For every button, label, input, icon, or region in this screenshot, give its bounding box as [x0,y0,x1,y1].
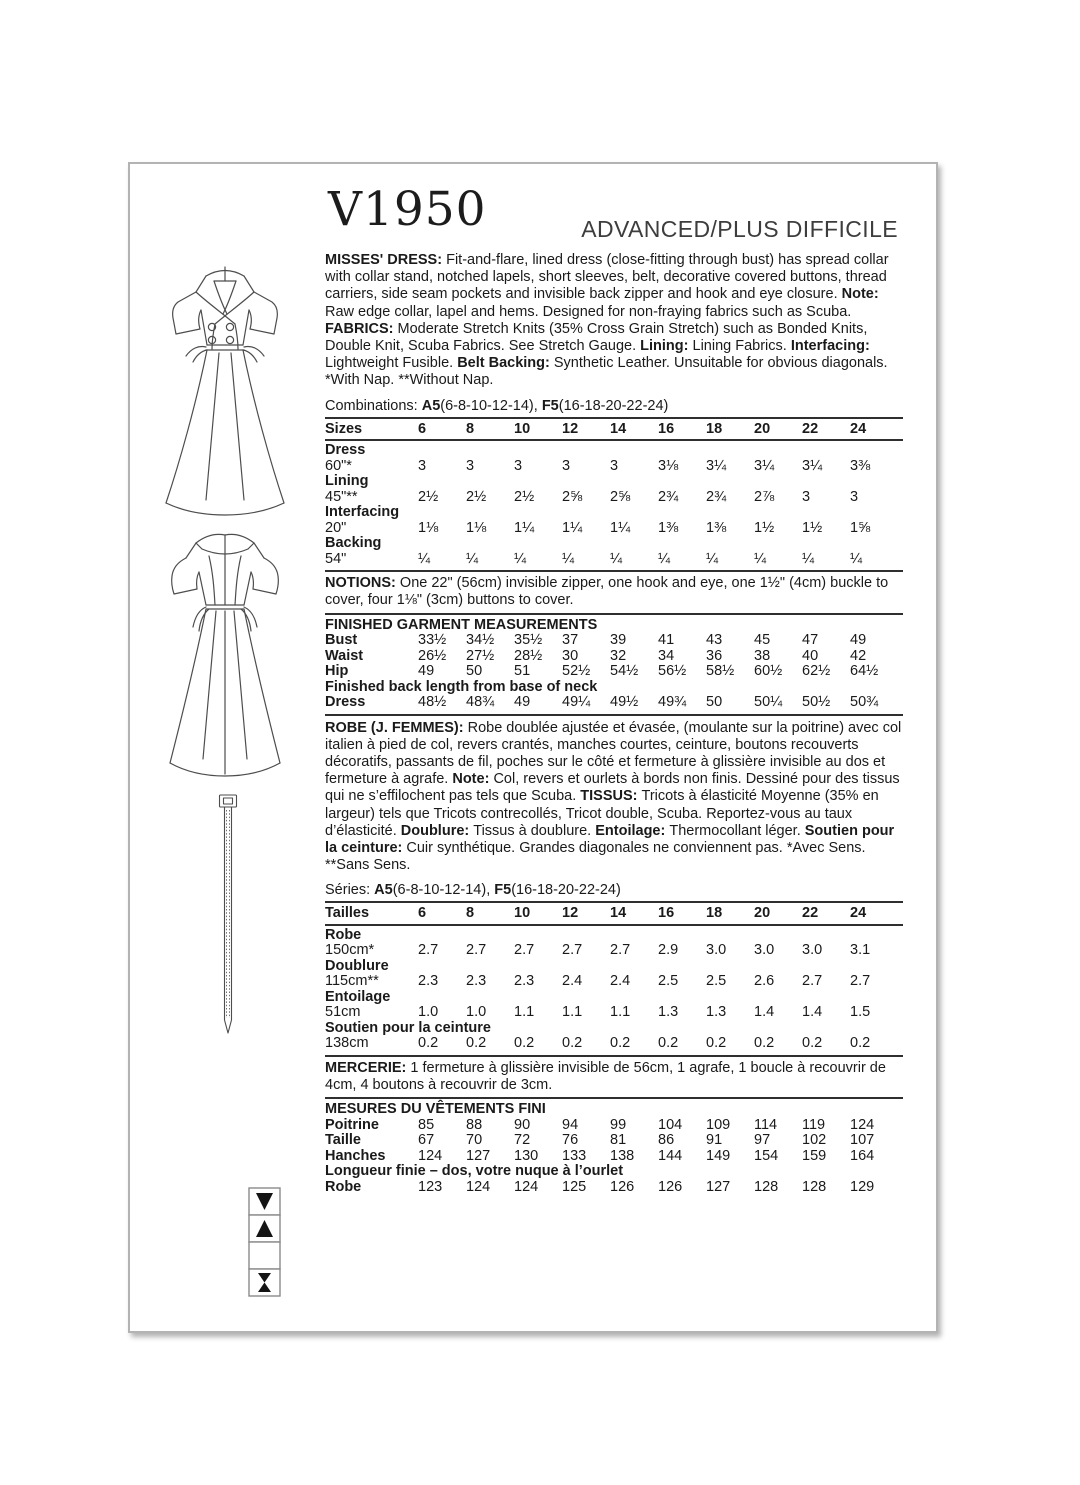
pattern-envelope-back [128,162,938,1333]
table-row [325,664,903,680]
table-cell: 154 [754,1147,779,1164]
table-cell: 39 [610,632,627,649]
divider [325,570,903,572]
table-cell: 2½ [514,488,535,505]
table-cell: 1⅛ [418,519,439,536]
dress-back-view-illustration [140,528,310,778]
table-cell: 3 [562,457,571,474]
table-cell: 1¼ [610,519,631,536]
table-row [325,633,903,649]
table-cell: ¼ [706,550,719,567]
table-cell: 128 [754,1178,779,1195]
table-cell: 2¾ [658,488,679,505]
table-cell: 27½ [466,647,495,664]
table-cell: 2.5 [658,973,679,990]
table-row-label: 20" [325,519,347,536]
english-yardage-table [325,422,903,568]
table-cell: 109 [706,1116,731,1133]
table-row-label: Doublure [325,957,389,974]
table-cell: 0.2 [562,1035,583,1052]
table-row [325,474,903,490]
table-cell: 99 [610,1116,627,1133]
table-cell: ¼ [802,550,815,567]
table-cell: 127 [706,1178,731,1195]
series-line: Séries: A5(6-8-10-12-14), F5(16-18-20-22-24) [325,882,621,899]
table-row [325,928,903,944]
table-cell: 2.3 [514,973,535,990]
french-yardage-table [325,906,903,1052]
table-cell: 126 [658,1178,683,1195]
table-cell: 3¼ [754,457,775,474]
table-cell: 128 [802,1178,827,1195]
table-cell: 3.0 [802,942,823,959]
table-cell: 41 [658,632,675,649]
table-cell: 126 [610,1178,635,1195]
table-cell: 1.3 [658,1004,679,1021]
table-header-row [325,422,903,442]
table-cell: 76 [562,1132,579,1149]
table-cell: 0.2 [466,1035,487,1052]
divider [325,1097,903,1099]
table-cell: 56½ [658,663,687,680]
table-cell: 42 [850,647,867,664]
table-cell: 0.2 [850,1035,871,1052]
table-cell: 49¾ [658,694,687,711]
table-cell: 0.2 [610,1035,631,1052]
belt-illustration [216,793,240,1038]
table-cell: 14 [610,905,627,922]
table-cell: 72 [514,1132,531,1149]
table-cell: 0.2 [658,1035,679,1052]
table-cell: 1.4 [754,1004,775,1021]
table-cell: 49 [418,663,435,680]
table-row-label: Hanches [325,1147,386,1164]
mercerie-text: MERCERIE: 1 fermeture à glissière invisible de 56cm, 1 agrafe, 1 boucle à recouvrir de 4cm, 4 boutons à recouvrir de 3cm. [325,1059,886,1094]
table-cell: 47 [802,632,819,649]
table-row-label: Soutien pour la ceinture [325,1019,491,1036]
table-cell: 124 [418,1147,443,1164]
table-cell: 38 [754,647,771,664]
mesures-title: MESURES DU VÊTEMENTS FINI [325,1101,546,1118]
table-cell: 107 [850,1132,875,1149]
table-cell: 2⅝ [610,488,631,505]
table-cell: 124 [850,1116,875,1133]
table-cell: 22 [802,420,819,437]
pattern-number: V1950 [328,182,487,237]
divider [325,613,903,615]
table-row-label: 115cm** [325,973,379,990]
table-row-label: Entoilage [325,988,391,1005]
table-row-label: Robe [325,1178,362,1195]
table-cell: 58½ [706,663,735,680]
table-cell: 67 [418,1132,435,1149]
table-cell: 2.7 [562,942,583,959]
notions-text: NOTIONS: One 22" (56cm) invisible zipper, one hook and eye, one 1½" (4cm) buckle to cover, four 1⅛" (3cm) buttons to cover. [325,575,889,609]
table-cell: 24 [850,420,867,437]
table-cell: 33½ [418,632,447,649]
table-cell: 90 [514,1116,531,1133]
difficulty-level: ADVANCED/PLUS DIFFICILE [581,216,898,242]
divider [325,1055,903,1057]
table-cell: 2.4 [562,973,583,990]
english-description: MISSES' DRESS: Fit-and-flare, lined dress (close-fitting through bust) has spread collar with collar stand, notched lapels, short sleeves, belt, decorative covered buttons, thread carriers, side seam pockets and invisible back zipper and hook and eye closure. Note: Raw edge collar, lapel and hems. Designed for non-fraying fabrics such as Scuba. FABRICS: Moderate Stretch Knits (35% Cross Grain Stretch) such as Bonded Knits, Double Knit, Scuba Fabrics. See Stretch Gauge. Lining: Lining Fabrics. Interfacing: Lightweight Fusible. Belt Backing: Synthetic Leather. Unsuitable for obvious diagonals. *With Nap. **Without Nap. [325,252,889,389]
table-cell: 26½ [418,647,447,664]
table-cell: 129 [850,1178,875,1195]
table-cell: 114 [754,1116,778,1133]
table-row-label: Taille [325,1132,361,1149]
table-cell: 30 [562,647,579,664]
table-cell: 48¾ [466,694,495,711]
table-cell: 45 [754,632,771,649]
table-cell: 37 [562,632,579,649]
combinations-line: Combinations: A5(6-8-10-12-14), F5(16-18-20-22-24) [325,397,669,414]
text-column [325,252,903,1195]
table-row-label: Bust [325,632,358,649]
table-cell: 18 [706,420,723,437]
table-cell: 1.4 [802,1004,823,1021]
table-cell: 0.2 [802,1035,823,1052]
table-row [325,1021,903,1037]
table-cell: 2⅞ [754,488,775,505]
table-cell: 49 [850,632,867,649]
table-cell: 1.1 [562,1004,583,1021]
table-cell: ¼ [466,550,479,567]
table-cell: 50¼ [754,694,783,711]
table-cell: 0.2 [754,1035,775,1052]
table-row-label: Waist [325,647,364,664]
table-row-label: 45"** [325,488,358,505]
table-cell: 54½ [610,663,639,680]
table-row-label: Hip [325,663,349,680]
dress-front-drawing [140,256,310,521]
dress-back-drawing [140,528,310,778]
table-cell: 144 [658,1147,683,1164]
table-row-label: Longueur finie – dos, votre nuque à l’ourlet [325,1163,624,1180]
table-cell: 3.0 [754,942,775,959]
table-cell: 70 [466,1132,483,1149]
table-row-label: 138cm [325,1035,369,1052]
table-cell: 2.7 [514,942,535,959]
table-row-label: Interfacing [325,504,400,521]
table-cell: 1.1 [514,1004,535,1021]
table-cell: 2.7 [802,973,823,990]
table-cell: 159 [802,1147,827,1164]
table-cell: 124 [466,1178,491,1195]
table-cell: 40 [802,647,819,664]
table-cell: ¼ [514,550,527,567]
table-cell: 20 [754,905,771,922]
table-cell: 88 [466,1116,483,1133]
table-cell: 14 [610,420,627,437]
table-row [325,680,903,696]
table-cell: 2½ [418,488,439,505]
table-row-label: Backing [325,535,382,552]
table-cell: 24 [850,905,867,922]
table-cell: ¼ [562,550,575,567]
table-cell: 3 [466,457,475,474]
table-cell: 1⅜ [658,519,679,536]
table-cell: 3 [418,457,427,474]
belt-drawing [216,793,240,1038]
printer-calibration-marks [248,1187,282,1299]
french-finished-table [325,1118,903,1196]
table-row-label: Robe [325,926,362,943]
table-row [325,1036,903,1052]
table-row [325,443,903,459]
table-cell: 3.1 [850,942,871,959]
table-cell: 10 [514,420,531,437]
table-row-label: Tailles [325,905,370,922]
table-cell: 49 [514,694,531,711]
table-cell: 3.0 [706,942,727,959]
table-cell: 94 [562,1116,579,1133]
table-cell: 123 [418,1178,443,1195]
table-cell: 28½ [514,647,543,664]
table-cell: 50 [466,663,483,680]
table-cell: 119 [802,1116,826,1133]
table-row-label: Poitrine [325,1116,379,1133]
table-cell: 1¼ [562,519,583,536]
table-cell: 2¾ [706,488,727,505]
table-row [325,990,903,1006]
table-row [325,1149,903,1165]
table-row-label: 150cm* [325,942,375,959]
french-description: ROBE (J. FEMMES): Robe doublée ajustée et évasée, (moulante sur la poitrine) avec col italien à pied de col, revers crantés, manches courtes, ceinture, boutons recouverts décoratifs, passants de fil, poches sur le côté et fermeture à glissière invisible au dos et fermeture à agrafe. Note: Col, revers et ourlets à bords non finis. Dessiné pour des tissus qui ne s’effilochent pas tels que Scuba. TISSUS: Tricots à élasticité Moyenne (35% en largeur) tels que Tricots contrecollés, Tricot double, Scuba. Reportez-vous au taux d’élasticité. Doublure: Tissus à doublure. Entoilage: Thermocollant léger. Soutien pour la ceinture: Cuir synthétique. Grandes diagonales ne conviennent pas. *Avec Sens. **Sans Sens. [325,719,902,874]
table-cell: 124 [514,1178,539,1195]
table-row-label: 54" [325,550,347,567]
table-row [325,505,903,521]
table-cell: 51 [514,663,531,680]
table-cell: 49¼ [562,694,591,711]
table-row [325,1180,903,1196]
table-cell: 2.9 [658,942,679,959]
table-cell: 125 [562,1178,587,1195]
table-cell: 64½ [850,663,879,680]
table-cell: 138 [610,1147,635,1164]
table-cell: 2.5 [706,973,727,990]
table-cell: ¼ [418,550,431,567]
table-cell: 1.0 [418,1004,439,1021]
table-cell: 2½ [466,488,487,505]
divider [325,714,903,716]
table-cell: 12 [562,420,579,437]
table-cell: 85 [418,1116,435,1133]
table-row-label: 60"* [325,457,352,474]
table-cell: 164 [850,1147,875,1164]
table-cell: 0.2 [514,1035,535,1052]
table-cell: 1.5 [850,1004,871,1021]
table-cell: 20 [754,420,771,437]
table-row [325,1005,903,1021]
table-cell: 127 [466,1147,491,1164]
divider [325,417,903,419]
table-cell: 2.4 [610,973,631,990]
table-row [325,695,903,711]
table-row [325,490,903,506]
table-cell: 2.7 [850,973,871,990]
table-cell: 0.2 [706,1035,727,1052]
table-cell: 34½ [466,632,495,649]
table-cell: 1½ [754,519,775,536]
table-cell: 3 [610,457,619,474]
table-cell: ¼ [658,550,671,567]
table-cell: 12 [562,905,579,922]
table-cell: 3⅛ [658,457,679,474]
table-row [325,1133,903,1149]
table-row [325,1118,903,1134]
table-cell: 3⅜ [850,457,871,474]
table-cell: 8 [466,905,475,922]
table-row-label: Dress [325,694,366,711]
table-cell: 50¾ [850,694,879,711]
table-cell: ¼ [754,550,767,567]
table-cell: 10 [514,905,531,922]
table-cell: 133 [562,1147,587,1164]
table-cell: 60½ [754,663,783,680]
table-cell: 18 [706,905,723,922]
table-cell: 97 [754,1132,771,1149]
table-cell: 2.6 [754,973,775,990]
table-cell: 62½ [802,663,831,680]
table-row [325,552,903,568]
table-cell: 1.0 [466,1004,487,1021]
table-cell: 130 [514,1147,539,1164]
table-cell: 0.2 [418,1035,439,1052]
finished-measurements-title: FINISHED GARMENT MEASUREMENTS [325,616,598,633]
table-cell: 43 [706,632,723,649]
table-cell: 32 [610,647,627,664]
table-cell: 1.3 [706,1004,727,1021]
table-cell: 50½ [802,694,831,711]
table-cell: 1½ [802,519,823,536]
table-cell: 34 [658,647,675,664]
table-cell: 8 [466,420,475,437]
table-row [325,459,903,475]
table-cell: 149 [706,1147,731,1164]
table-cell: 102 [802,1132,827,1149]
table-cell: 86 [658,1132,675,1149]
table-cell: 35½ [514,632,543,649]
table-cell: 1⅛ [466,519,487,536]
table-cell: 6 [418,420,427,437]
table-cell: 1.1 [610,1004,631,1021]
dress-front-view-illustration [140,256,310,521]
table-cell: 49½ [610,694,639,711]
table-row-label: Finished back length from base of neck [325,678,598,695]
table-row-label: 51cm [325,1004,361,1021]
table-row [325,649,903,665]
table-cell: 3 [850,488,859,505]
table-row [325,943,903,959]
table-row [325,536,903,552]
table-row [325,521,903,537]
table-row-label: Lining [325,473,369,490]
english-finished-table [325,633,903,711]
table-cell: 3 [514,457,523,474]
table-cell: 2.7 [466,942,487,959]
table-row [325,1164,903,1180]
table-cell: 1¼ [514,519,535,536]
table-cell: 2.3 [466,973,487,990]
table-cell: 2⅝ [562,488,583,505]
table-cell: ¼ [850,550,863,567]
table-cell: 3¼ [802,457,823,474]
table-cell: 2.7 [610,942,631,959]
calibration-marks-drawing [248,1187,282,1299]
table-cell: 48½ [418,694,447,711]
table-row [325,959,903,975]
table-cell: 81 [610,1132,627,1149]
table-cell: 104 [658,1116,683,1133]
table-cell: 1⅜ [706,519,727,536]
table-row-label: Dress [325,442,366,459]
table-row [325,974,903,990]
table-cell: 52½ [562,663,591,680]
table-cell: 3 [802,488,811,505]
table-cell: ¼ [610,550,623,567]
table-cell: 3¼ [706,457,727,474]
table-row-label: Sizes [325,420,363,437]
table-cell: 22 [802,905,819,922]
table-cell: 91 [706,1132,723,1149]
table-cell: 6 [418,905,427,922]
table-cell: 50 [706,694,723,711]
table-cell: 16 [658,905,675,922]
divider [325,901,903,903]
table-cell: 16 [658,420,675,437]
table-header-row [325,906,903,926]
table-cell: 2.3 [418,973,439,990]
table-cell: 36 [706,647,723,664]
table-cell: 1⅝ [850,519,871,536]
table-cell: 2.7 [418,942,439,959]
